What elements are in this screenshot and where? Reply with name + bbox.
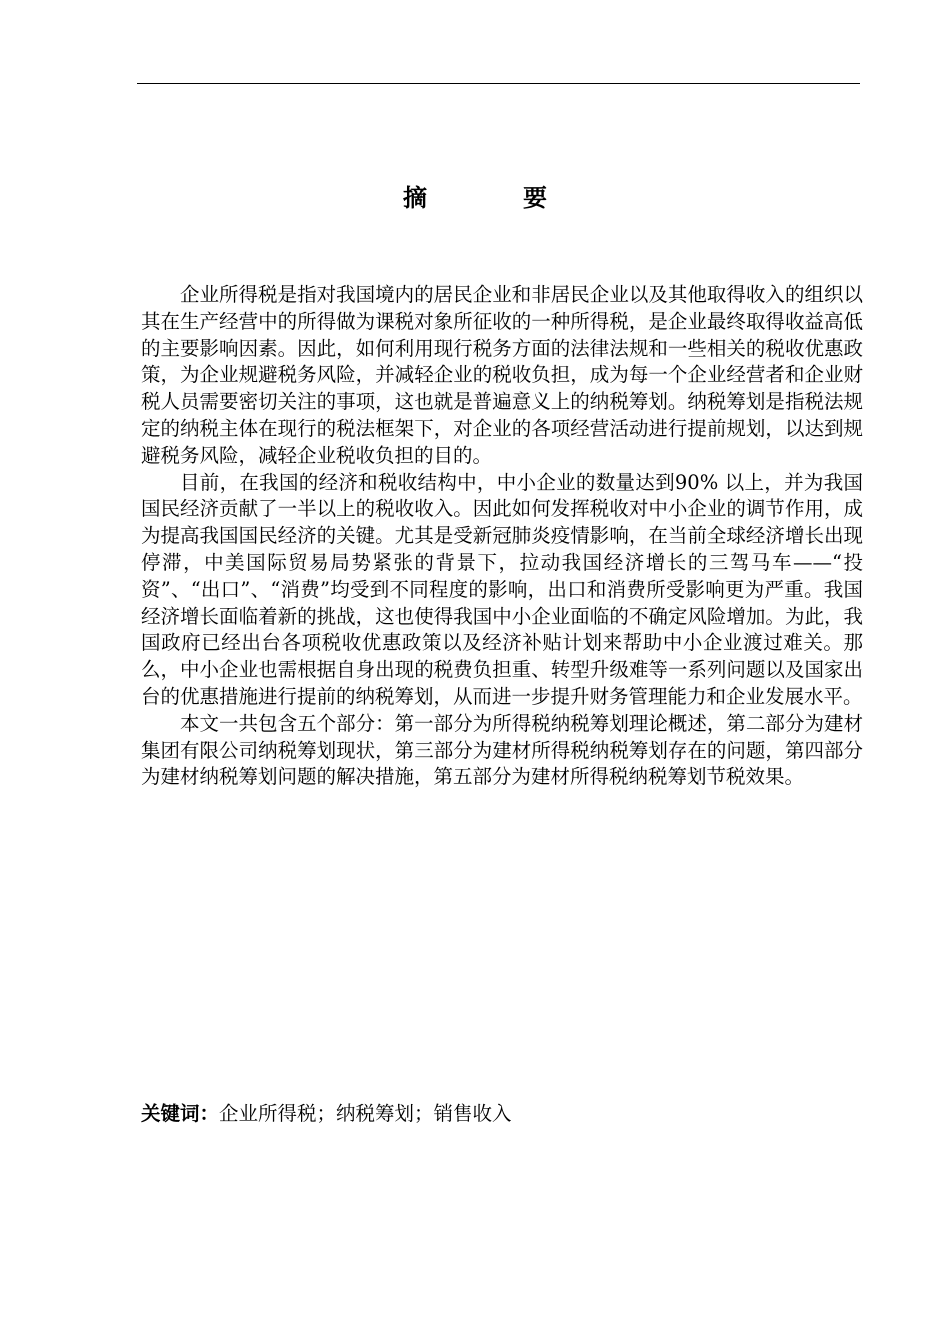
- keywords-line: [141, 1100, 863, 1128]
- keywords-value: 企业所得税；纳税筹划；销售收入: [219, 1102, 512, 1125]
- keywords-label: 关键词：: [141, 1102, 220, 1125]
- abstract-title-char-1: 摘: [403, 183, 427, 212]
- abstract-body: [141, 282, 863, 791]
- abstract-paragraph-2: 目前，在我国的经济和税收结构中，中小企业的数量达到90% 以上，并为我国国民经济贡献了一半以上的税收收入。因此如何发挥税收对中小企业的调节作用，成为提高我国国民经济的关键。尤其是受新冠肺炎疫情影响，在当前全球经济增长出现停滞，中美国际贸易局势紧张的背景下，拉动我国经济增长的三驾马车——“投资”、“出口”、“消费”均受到不同程度的影响，出口和消费所受影响更为严重。我国经济增长面临着新的挑战，这也使得我国中小企业面临的不确定风险增加。为此，我国政府已经出台各项税收优惠政策以及经济补贴计划来帮助中小企业渡过难关。那么，中小企业也需根据自身出现的税费负担重、转型升级难等一系列问题以及国家出台的优惠措施进行提前的纳税筹划，从而进一步提升财务管理能力和企业发展水平。: [141, 470, 863, 708]
- abstract-paragraph-1: 企业所得税是指对我国境内的居民企业和非居民企业以及其他取得收入的组织以其在生产经营中的所得做为课税对象所征收的一种所得税，是企业最终取得收益高低的主要影响因素。因此，如何利用现行税务方面的法律法规和一些相关的税收优惠政策，为企业规避税务风险，并减轻企业的税收负担，成为每一个企业经营者和企业财税人员需要密切关注的事项，这也就是普遍意义上的纳税筹划。纳税筹划是指税法规定的纳税主体在现行的税法框架下，对企业的各项经营活动进行提前规划，以达到规避税务风险，减轻企业税收负担的目的。: [141, 283, 863, 467]
- abstract-paragraph-3: 本文一共包含五个部分：第一部分为所得税纳税筹划理论概述，第二部分为建材集团有限公司纳税筹划现状，第三部分为建材所得税纳税筹划存在的问题，第四部分为建材纳税筹划问题的解决措施，第五部分为建材所得税纳税筹划节税效果。: [141, 711, 863, 789]
- abstract-title: [0, 182, 950, 214]
- abstract-title-char-2: 要: [523, 183, 547, 212]
- header-rule: [137, 83, 860, 84]
